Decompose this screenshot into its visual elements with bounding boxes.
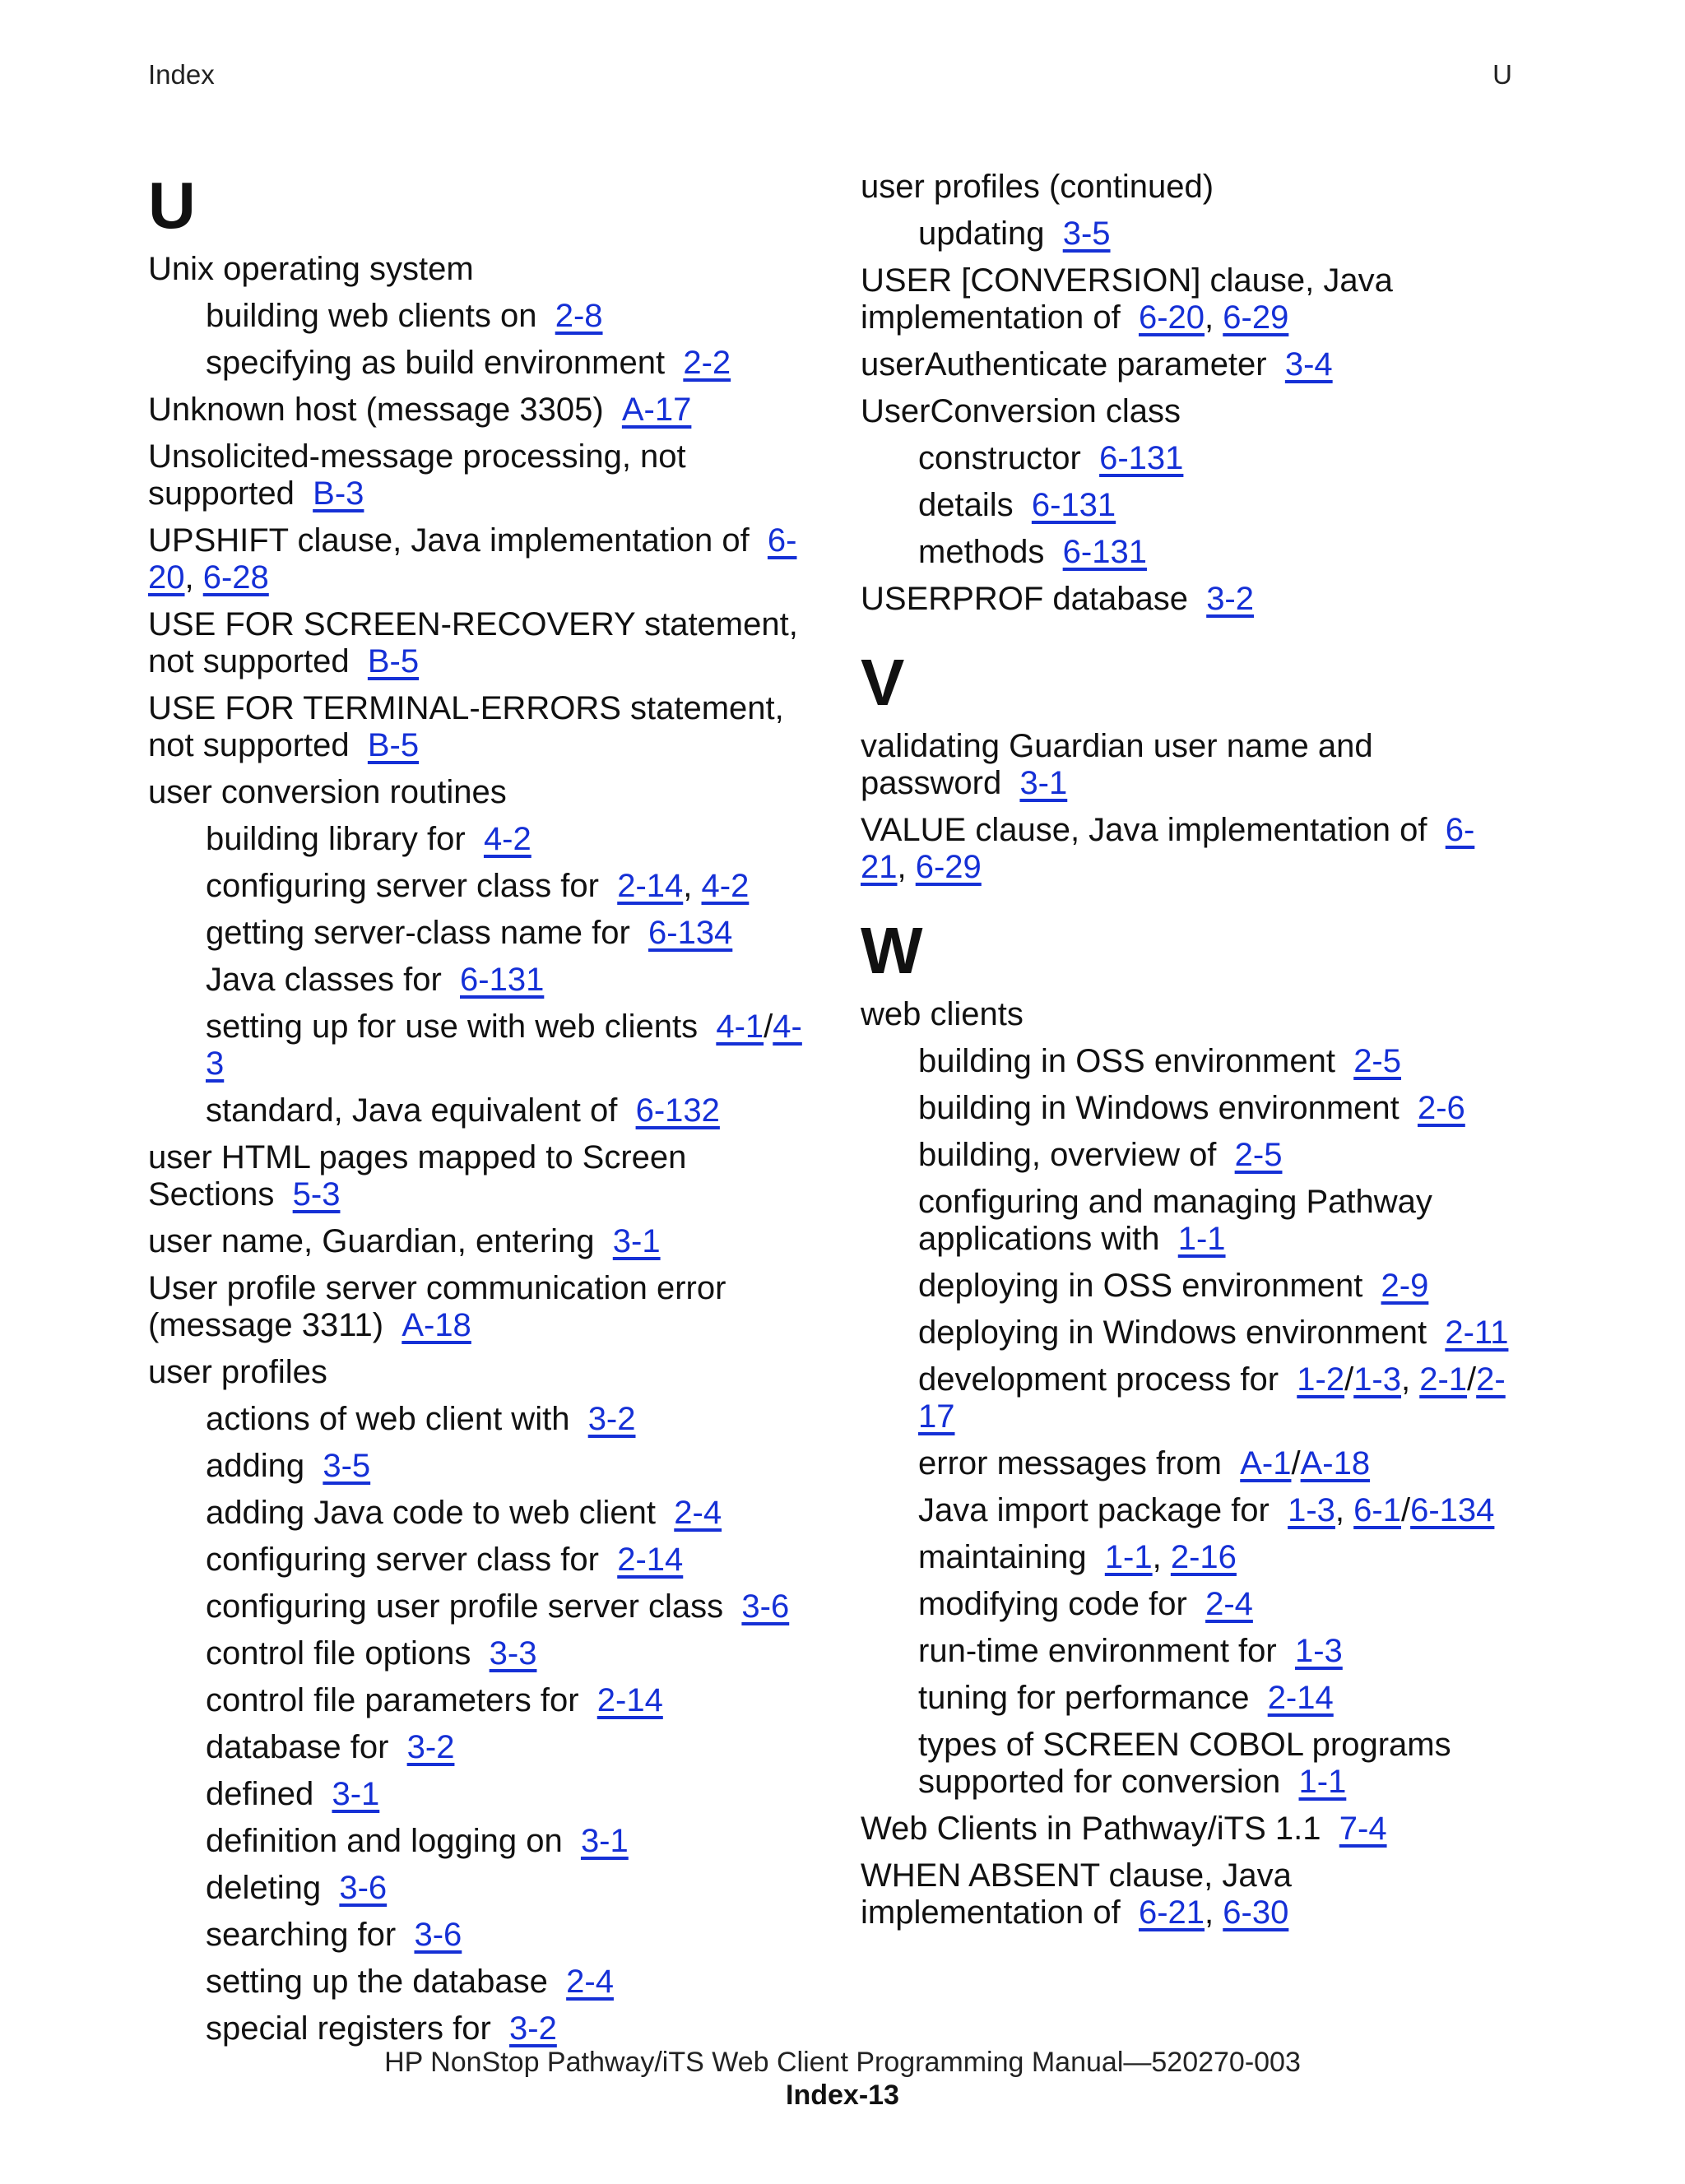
- index-term: Java import package for: [918, 1492, 1270, 1528]
- index-term: user profiles: [148, 1354, 327, 1390]
- page-ref-link[interactable]: 3-2: [1206, 581, 1254, 617]
- page-ref-link[interactable]: 2-14: [617, 1542, 684, 1578]
- ref-separator: /: [1344, 1361, 1354, 1398]
- index-subentry: [148, 1682, 806, 1719]
- page-ref-link[interactable]: 3-5: [1062, 216, 1111, 252]
- index-subentry: [861, 1268, 1519, 1305]
- index-term: user profiles (continued): [861, 169, 1214, 205]
- index-subentry: [148, 1495, 806, 1532]
- page-ref-link[interactable]: 6-30: [1223, 1894, 1289, 1931]
- index-entry: [148, 1139, 806, 1213]
- page-ref-link[interactable]: 2-4: [674, 1495, 722, 1531]
- ref-separator: /: [1291, 1445, 1301, 1482]
- index-subentry: [861, 1492, 1519, 1529]
- index-term: defined: [206, 1776, 314, 1812]
- index-term: web clients: [861, 996, 1024, 1032]
- page-ref-link[interactable]: 5-3: [292, 1176, 341, 1213]
- page-ref-link[interactable]: 6-134: [1410, 1492, 1495, 1528]
- index-entry: [861, 393, 1519, 430]
- index-entry: [861, 996, 1519, 1033]
- page-ref-link[interactable]: A-18: [1300, 1445, 1371, 1482]
- index-entry: [148, 1223, 806, 1260]
- page-ref-link[interactable]: 2-6: [1417, 1090, 1465, 1126]
- ref-separator: ,: [1205, 1894, 1223, 1931]
- index-term: Unknown host (message 3305): [148, 392, 604, 428]
- page-ref-link[interactable]: B-3: [313, 475, 364, 512]
- page-ref-link[interactable]: 2-14: [596, 1682, 663, 1718]
- index-subentry: [861, 440, 1519, 477]
- index-entry: [861, 728, 1519, 802]
- index-subentry: [148, 1092, 806, 1129]
- page-ref-link[interactable]: 2-5: [1353, 1043, 1401, 1079]
- index-term: building library for: [206, 821, 466, 857]
- index-entry: [861, 169, 1519, 206]
- page-ref-link[interactable]: 1-3: [1288, 1492, 1335, 1528]
- index-term: VALUE clause, Java implementation of: [861, 812, 1427, 848]
- section-letter: V: [861, 646, 905, 719]
- index-term: error messages from: [918, 1445, 1222, 1482]
- index-subentry: [861, 1184, 1519, 1258]
- ref-separator: ,: [1335, 1492, 1354, 1528]
- ref-separator: /: [1467, 1361, 1477, 1398]
- index-term: building, overview of: [918, 1137, 1217, 1173]
- section-letter: W: [861, 914, 923, 987]
- index-term: adding Java code to web client: [206, 1495, 657, 1531]
- index-subentry: [148, 345, 806, 382]
- page-ref-link[interactable]: 3-1: [332, 1776, 380, 1812]
- index-term: USERPROF database: [861, 581, 1188, 617]
- index-subentry: [148, 1401, 806, 1438]
- page-ref-link[interactable]: 2-17: [918, 1361, 1506, 1435]
- index-term: configuring server class for: [206, 1542, 599, 1578]
- page-ref-link[interactable]: 1-2: [1297, 1361, 1345, 1398]
- index-term: user name, Guardian, entering: [148, 1223, 595, 1259]
- index-entry: [148, 774, 806, 811]
- index-term: deploying in Windows environment: [918, 1315, 1427, 1351]
- index-term: searching for: [206, 1917, 397, 1953]
- page-ref-link[interactable]: 3-5: [323, 1448, 371, 1484]
- page-ref-link[interactable]: 3-2: [587, 1401, 636, 1437]
- ref-separator: ,: [1401, 1361, 1420, 1398]
- page-ref-link[interactable]: A-17: [621, 392, 692, 428]
- page-ref-link[interactable]: 2-4: [1205, 1586, 1253, 1622]
- manual-title: HP NonStop Pathway/iTS Web Client Programming Manual—520270-003: [384, 2047, 1301, 2078]
- index-term: methods: [918, 534, 1045, 570]
- index-term: userAuthenticate parameter: [861, 346, 1267, 383]
- index-entry: [861, 346, 1519, 383]
- index-subentry: [148, 2010, 806, 2047]
- page-ref-link[interactable]: 2-14: [1267, 1680, 1334, 1716]
- index-subentry: [148, 1009, 806, 1083]
- page-ref-link[interactable]: 6-29: [1223, 299, 1289, 336]
- index-term: tuning for performance: [918, 1680, 1250, 1716]
- index-term: building in OSS environment: [918, 1043, 1335, 1079]
- index-entry: [148, 251, 806, 288]
- page-ref-link[interactable]: 4-2: [701, 868, 750, 904]
- page-ref-link[interactable]: 6-131: [460, 962, 545, 998]
- index-term: configuring user profile server class: [206, 1588, 724, 1625]
- page-ref-link[interactable]: 7-4: [1339, 1811, 1387, 1847]
- index-term: Java classes for: [206, 962, 442, 998]
- index-term: setting up the database: [206, 1964, 548, 2000]
- index-term: user HTML pages mapped to Screen Sections: [148, 1139, 687, 1213]
- page-ref-link[interactable]: 2-8: [555, 298, 603, 334]
- page-ref-link[interactable]: 6-131: [1099, 440, 1184, 476]
- page-ref-link[interactable]: 3-6: [339, 1870, 388, 1906]
- page-ref-link[interactable]: B-5: [367, 727, 420, 763]
- page-ref-link[interactable]: 6-28: [202, 559, 269, 596]
- index-term: constructor: [918, 440, 1081, 476]
- index-subentry: [148, 1588, 806, 1625]
- index-term: definition and logging on: [206, 1823, 563, 1859]
- index-subentry: [861, 1090, 1519, 1127]
- page-ref-link[interactable]: 1-1: [1104, 1539, 1153, 1575]
- index-term: building in Windows environment: [918, 1090, 1400, 1126]
- index-subentry: [148, 298, 806, 335]
- ref-separator: ,: [184, 559, 203, 596]
- page-ref-link[interactable]: 3-1: [612, 1223, 661, 1259]
- page-ref-link[interactable]: 6-131: [1031, 487, 1116, 523]
- index-subentry: [861, 1445, 1519, 1482]
- index-term: actions of web client with: [206, 1401, 570, 1437]
- page-ref-link[interactable]: A-18: [402, 1307, 471, 1343]
- ref-separator: /: [1400, 1492, 1411, 1528]
- index-column-left: [148, 169, 806, 2057]
- index-entry: [861, 1811, 1519, 1848]
- index-entry: [148, 606, 806, 680]
- index-entry: [148, 1270, 806, 1344]
- page-ref-link[interactable]: 3-6: [741, 1588, 790, 1625]
- index-subentry: [861, 1137, 1519, 1174]
- page-ref-link[interactable]: 3-3: [489, 1635, 537, 1672]
- index-term: details: [918, 487, 1014, 523]
- ref-separator: ,: [683, 868, 702, 904]
- page-ref-link[interactable]: 3-2: [509, 2010, 557, 2047]
- index-term: configuring and managing Pathway applications with: [918, 1184, 1432, 1257]
- page-ref-link[interactable]: 6-132: [635, 1092, 720, 1129]
- index-subentry: [861, 534, 1519, 571]
- index-term: configuring server class for: [206, 868, 599, 904]
- index-term: standard, Java equivalent of: [206, 1092, 618, 1129]
- index-column-right: [861, 169, 1519, 1941]
- index-term: UPSHIFT clause, Java implementation of: [148, 522, 750, 559]
- index-subentry: [148, 868, 806, 905]
- index-entry: [861, 262, 1519, 336]
- page-ref-link[interactable]: 3-1: [1019, 765, 1068, 801]
- section-letter: U: [148, 169, 196, 242]
- index-term: types of SCREEN COBOL programs supported for conversion: [918, 1727, 1451, 1800]
- index-term: setting up for use with web clients: [206, 1009, 699, 1045]
- index-term: validating Guardian user name and password: [861, 728, 1373, 801]
- page-ref-link[interactable]: 4-1: [716, 1009, 764, 1045]
- page-ref-link[interactable]: 2-11: [1445, 1315, 1509, 1351]
- index-term: WHEN ABSENT clause, Java implementation of: [861, 1857, 1292, 1931]
- index-subentry: [148, 915, 806, 952]
- index-term: Web Clients in Pathway/iTS 1.1: [861, 1811, 1321, 1847]
- page-ref-link[interactable]: 6-21: [1138, 1894, 1205, 1931]
- ref-separator: ,: [897, 849, 916, 885]
- index-term: run-time environment for: [918, 1633, 1277, 1669]
- index-term: special registers for: [206, 2010, 491, 2047]
- index-subentry: [148, 821, 806, 858]
- index-subentry: [861, 1633, 1519, 1670]
- index-term: getting server-class name for: [206, 915, 630, 951]
- index-term: control file options: [206, 1635, 471, 1672]
- index-entry: [148, 392, 806, 429]
- ref-separator: /: [764, 1009, 773, 1045]
- index-term: User profile server communication error (message 3311): [148, 1270, 726, 1343]
- page-ref-link[interactable]: 3-6: [414, 1917, 462, 1953]
- index-entry: [861, 581, 1519, 618]
- index-term: modifying code for: [918, 1586, 1187, 1622]
- index-term: UserConversion class: [861, 393, 1181, 429]
- index-term: USER [CONVERSION] clause, Java implementation of: [861, 262, 1393, 336]
- page-ref-link[interactable]: 6-20: [148, 522, 797, 596]
- index-term: database for: [206, 1729, 389, 1765]
- index-term: USE FOR TERMINAL-ERRORS statement, not supported: [148, 690, 784, 763]
- ref-separator: ,: [1152, 1539, 1171, 1575]
- index-term: updating: [918, 216, 1045, 252]
- index-subentry: [148, 1823, 806, 1860]
- index-term: specifying as build environment: [206, 345, 666, 381]
- index-term: deleting: [206, 1870, 322, 1906]
- page-number: Index-13: [786, 2080, 899, 2111]
- page-ref-link[interactable]: 3-1: [580, 1823, 629, 1859]
- index-term: Unix operating system: [148, 251, 474, 287]
- index-entry: [148, 690, 806, 764]
- page-ref-link[interactable]: A-1: [1240, 1445, 1292, 1482]
- index-entry: [148, 522, 806, 596]
- index-term: Unsolicited-message processing, not supported: [148, 438, 686, 512]
- index-subentry: [861, 1586, 1519, 1623]
- page-ref-link[interactable]: 2-16: [1170, 1539, 1237, 1575]
- running-header-right: U: [1492, 59, 1512, 90]
- index-term: adding: [206, 1448, 305, 1484]
- index-term: development process for: [918, 1361, 1279, 1398]
- page-ref-link[interactable]: 1-1: [1298, 1764, 1347, 1800]
- index-subentry: [861, 1043, 1519, 1080]
- index-subentry: [148, 1870, 806, 1907]
- index-subentry: [148, 1542, 806, 1579]
- index-subentry: [861, 1315, 1519, 1352]
- index-term: deploying in OSS environment: [918, 1268, 1363, 1304]
- page-ref-link[interactable]: 1-3: [1353, 1361, 1401, 1398]
- page-ref-link[interactable]: 1-1: [1177, 1221, 1226, 1257]
- index-subentry: [148, 962, 806, 999]
- page-ref-link[interactable]: 2-14: [617, 868, 684, 904]
- page-ref-link[interactable]: 4-3: [206, 1009, 802, 1082]
- index-subentry: [861, 216, 1519, 253]
- index-term: maintaining: [918, 1539, 1087, 1575]
- index-subentry: [148, 1776, 806, 1813]
- page-ref-link[interactable]: 6-1: [1353, 1492, 1401, 1528]
- page-ref-link[interactable]: 6-134: [648, 915, 733, 951]
- index-subentry: [861, 487, 1519, 524]
- index-subentry: [148, 1448, 806, 1485]
- page-ref-link[interactable]: 2-4: [566, 1964, 614, 2000]
- page-ref-link[interactable]: 6-131: [1062, 534, 1147, 570]
- ref-separator: ,: [1205, 299, 1223, 336]
- page-ref-link[interactable]: B-5: [367, 643, 420, 679]
- page-ref-link[interactable]: 3-2: [406, 1729, 455, 1765]
- index-subentry: [861, 1680, 1519, 1717]
- index-entry: [148, 1354, 806, 1391]
- index-subentry: [148, 1917, 806, 1954]
- page-ref-link[interactable]: 1-3: [1294, 1633, 1343, 1669]
- index-subentry: [148, 1635, 806, 1672]
- index-entry: [148, 438, 806, 512]
- index-subentry: [861, 1361, 1519, 1435]
- index-entry: [861, 1857, 1519, 1931]
- index-entry: [861, 812, 1519, 886]
- page-ref-link[interactable]: 2-1: [1419, 1361, 1468, 1398]
- index-subentry: [148, 1964, 806, 2001]
- page-ref-link[interactable]: 2-5: [1234, 1137, 1283, 1173]
- index-term: control file parameters for: [206, 1682, 579, 1718]
- page-ref-link[interactable]: 4-2: [483, 821, 531, 857]
- index-term: building web clients on: [206, 298, 537, 334]
- index-term: USE FOR SCREEN-RECOVERY statement, not supported: [148, 606, 798, 679]
- page-ref-link[interactable]: 6-20: [1138, 299, 1205, 336]
- page-ref-link[interactable]: 2-2: [683, 345, 731, 381]
- page-ref-link[interactable]: 2-9: [1381, 1268, 1429, 1304]
- index-term: user conversion routines: [148, 774, 507, 810]
- index-subentry: [148, 1729, 806, 1766]
- page-ref-link[interactable]: 6-29: [915, 849, 982, 885]
- index-subentry: [861, 1727, 1519, 1801]
- index-subentry: [861, 1539, 1519, 1576]
- page-ref-link[interactable]: 3-4: [1284, 346, 1333, 383]
- page-ref-link[interactable]: 6-21: [861, 812, 1475, 885]
- running-header-left: Index: [148, 59, 215, 90]
